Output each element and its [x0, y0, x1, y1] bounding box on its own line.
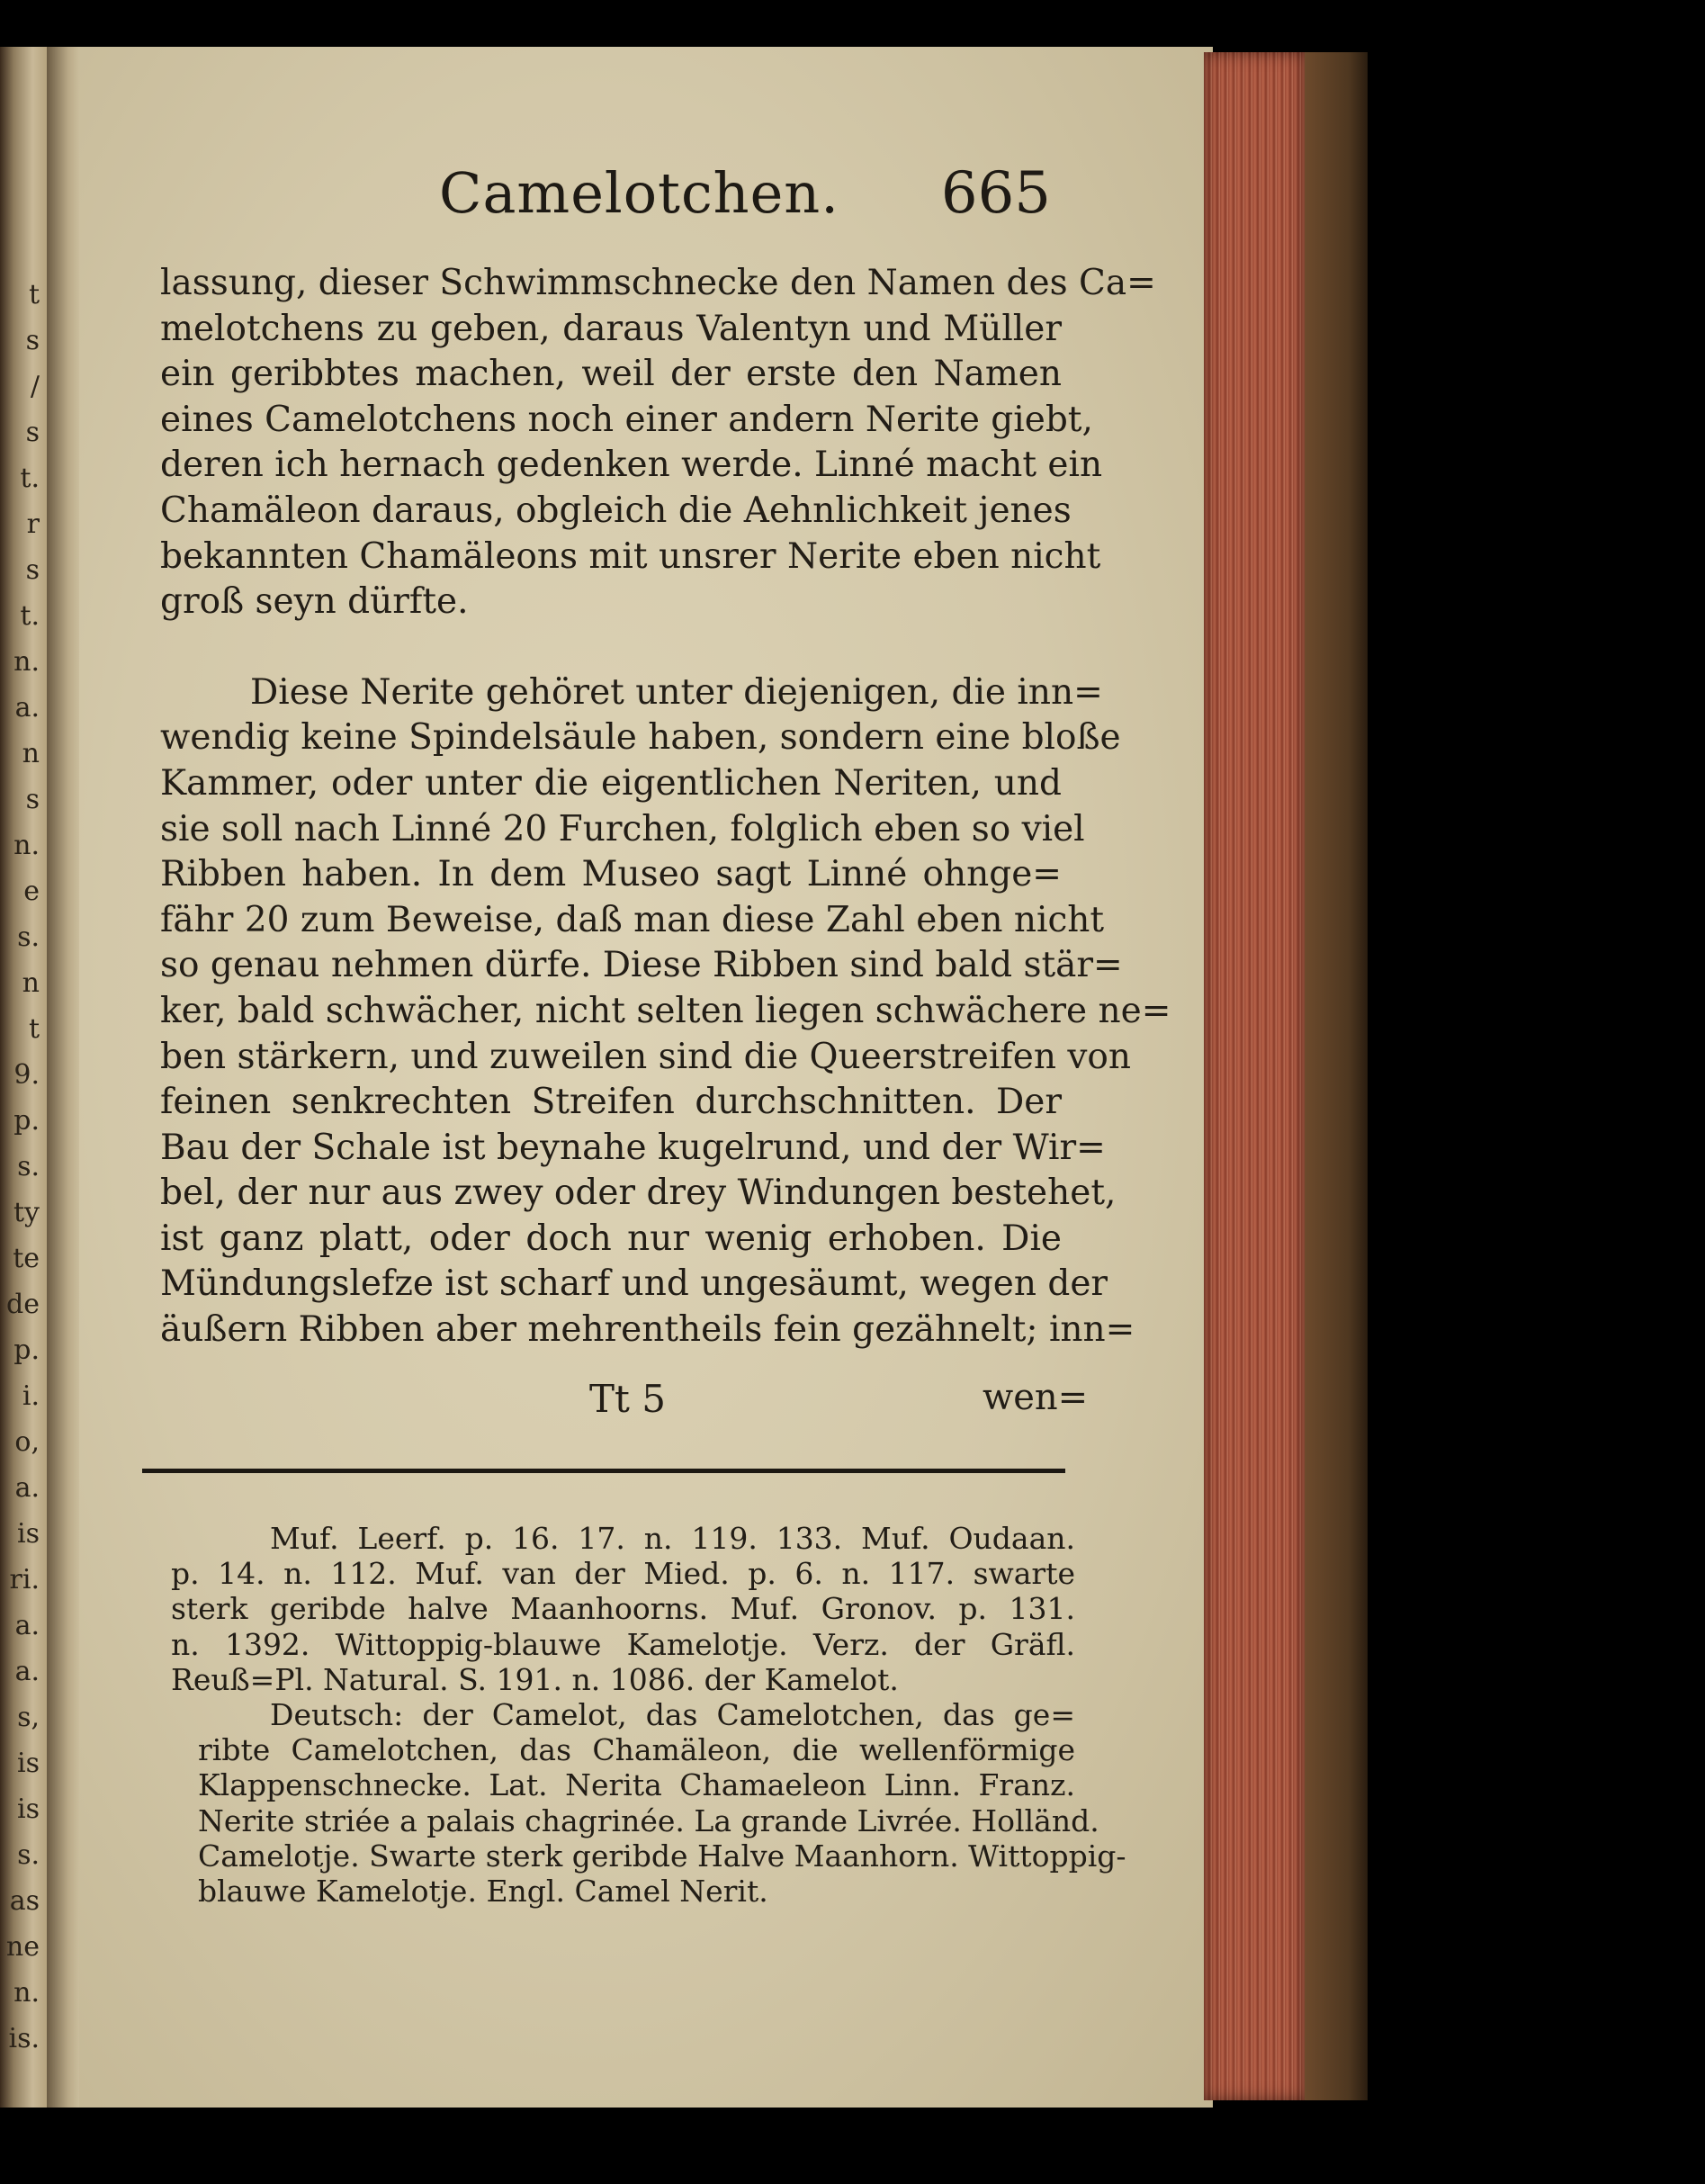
body-line: eines Camelotchens noch einer andern Nerite giebt,: [160, 399, 1093, 440]
left-fragment: e: [23, 876, 40, 907]
left-fragment: de: [6, 1289, 40, 1320]
footnote-rule: [142, 1469, 1065, 1473]
footnote-line: sterk geribde halve Maanhoorns. Muf. Gronov. p. 131.: [171, 1591, 1075, 1627]
left-fragment: t: [28, 279, 40, 310]
footnote-line: ribte Camelotchen, das Chamäleon, die wellenförmige: [198, 1732, 1075, 1768]
left-fragment: s.: [17, 1151, 40, 1182]
body-line: ker, bald schwächer, nicht selten liegen schwächere ne=: [160, 990, 1171, 1031]
left-fragment: s: [25, 784, 40, 815]
left-fragment: s.: [17, 1839, 40, 1871]
left-fragment: is: [17, 1748, 40, 1779]
gutter: [47, 47, 83, 2108]
footnote-line: Deutsch: der Camelot, das Camelotchen, das ge=: [270, 1697, 1075, 1733]
body-line: lassung, dieser Schwimmschnecke den Namen des Ca=: [160, 263, 1156, 303]
body-line: äußern Ribben aber mehrentheils fein gezähnelt; inn=: [160, 1309, 1135, 1351]
left-page-text-fragments: [0, 47, 45, 2108]
body-line: bel, der nur aus zwey oder drey Windungen bestehet,: [160, 1173, 1117, 1214]
body-line: Kammer, oder unter die eigentlichen Neriten, und: [160, 762, 1062, 804]
left-fragment: p.: [13, 1105, 40, 1137]
left-fragment: /: [30, 371, 40, 402]
left-fragment: ri.: [9, 1564, 40, 1595]
book-cover-edge: [1305, 52, 1368, 2100]
footnote-line: blauwe Kamelotje. Engl. Camel Nerit.: [198, 1874, 768, 1910]
left-fragment: s: [25, 554, 40, 586]
body-line: Mündungslefze ist scharf und ungesäumt, wegen der: [160, 1263, 1108, 1305]
left-fragment: t.: [20, 463, 40, 494]
body-line: sie soll nach Linné 20 Furchen, folglich eben so viel: [160, 808, 1085, 849]
left-fragment: is: [17, 1518, 40, 1550]
body-line: ein geribbtes machen, weil der erste den Namen: [160, 354, 1062, 395]
left-fragment: n: [22, 738, 40, 769]
left-fragment: r: [26, 508, 40, 540]
body-line: ben stärkern, und zuweilen sind die Queerstreifen von: [160, 1036, 1131, 1077]
left-fragment: a.: [14, 1472, 40, 1504]
body-line: deren ich hernach gedenken werde. Linné macht ein: [160, 445, 1103, 486]
left-fragment: ne: [5, 1931, 40, 1963]
left-fragment: ty: [13, 1197, 40, 1228]
paragraph-1: [160, 261, 1156, 625]
signature-mark: Tt 5: [589, 1377, 666, 1421]
body-line: Chamäleon daraus, obgleich die Aehnlichkeit jenes: [160, 490, 1072, 531]
body-line: fähr 20 zum Beweise, daß man diese Zahl eben nicht: [160, 899, 1105, 940]
footnote-line: p. 14. n. 112. Muf. van der Mied. p. 6. n. 117. swarte: [171, 1556, 1075, 1592]
left-fragment: a.: [14, 1610, 40, 1641]
footnote-line: Klappenschnecke. Lat. Nerita Chamaeleon Linn. Franz.: [198, 1767, 1075, 1803]
body-line: Diese Nerite gehöret unter diejenigen, die inn=: [250, 671, 1103, 713]
footnotes: [171, 1521, 1126, 1910]
footnote-line: n. 1392. Wittoppig-blauwe Kamelotje. Verz. der Gräfl.: [171, 1626, 1075, 1662]
left-fragment: n.: [13, 1977, 40, 2009]
footnote-line: Reuß=Pl. Natural. S. 191. n. 1086. der Kamelot.: [171, 1661, 899, 1697]
left-fragment: s: [25, 417, 40, 448]
body-line: Bau der Schale ist beynahe kugelrund, und der Wir=: [160, 1127, 1106, 1168]
left-fragment: as: [9, 1885, 40, 1917]
left-fragment: o,: [14, 1426, 40, 1458]
body-line: ist ganz platt, oder doch nur wenig erhoben. Die: [160, 1218, 1062, 1259]
left-fragment: t.: [20, 600, 40, 632]
body-line: bekannten Chamäleons mit unsrer Nerite eben nicht: [160, 535, 1101, 577]
left-fragment: t: [28, 1013, 40, 1045]
left-fragment: a.: [14, 692, 40, 724]
footnote-line: Nerite striée a palais chagrinée. La grande Livrée. Holländ.: [198, 1802, 1099, 1838]
body-line: groß seyn dürfte.: [160, 581, 469, 623]
body-line: Ribben haben. In dem Museo sagt Linné ohnge=: [160, 854, 1062, 895]
running-head: Camelotchen.: [439, 160, 839, 226]
footnote-line: Camelotje. Swarte sterk geribde Halve Maanhorn. Wittoppig-: [198, 1838, 1126, 1874]
left-fragment: te: [13, 1243, 40, 1274]
catchword: wen=: [983, 1377, 1089, 1418]
red-fore-edge: [1204, 52, 1305, 2100]
left-fragment: s,: [17, 1702, 40, 1733]
left-fragment: a.: [14, 1656, 40, 1687]
footnote-line: Muf. Leerf. p. 16. 17. n. 119. 133. Muf. Oudaan.: [270, 1521, 1075, 1556]
left-fragment: n.: [13, 646, 40, 678]
left-page-edge: [0, 47, 47, 2108]
left-fragment: 9.: [13, 1059, 40, 1091]
paragraph-2: [160, 670, 1171, 1353]
page-header: [439, 160, 1051, 232]
left-fragment: s.: [17, 921, 40, 953]
left-fragment: is.: [8, 2023, 40, 2054]
left-fragment: p.: [13, 1335, 40, 1366]
body-line: melotchens zu geben, daraus Valentyn und Müller: [160, 308, 1062, 349]
left-fragment: s: [25, 325, 40, 356]
body-line: so genau nehmen dürfe. Diese Ribben sind bald stär=: [160, 945, 1123, 986]
left-fragment: n.: [13, 830, 40, 861]
left-fragment: i.: [22, 1380, 40, 1412]
body-text: [160, 261, 1171, 1353]
page-number: 665: [940, 160, 1051, 227]
left-fragment: n: [22, 967, 40, 999]
body-line: wendig keine Spindelsäule haben, sondern eine bloße: [160, 717, 1121, 759]
body-line: feinen senkrechten Streifen durchschnitten. Der: [160, 1082, 1062, 1123]
left-fragment: is: [17, 1793, 40, 1825]
